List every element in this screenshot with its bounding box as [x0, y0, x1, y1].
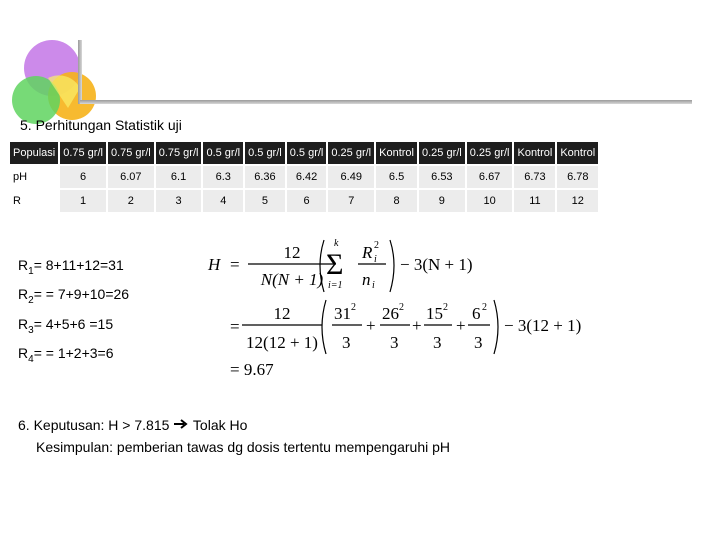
- table-cell: 6.5: [376, 166, 417, 188]
- formula-f1-den: 3: [342, 333, 351, 352]
- formula-f2-den: 3: [390, 333, 399, 352]
- table-cell: 8: [376, 190, 417, 212]
- formula-ri-sub: i: [374, 254, 377, 265]
- table-cell: 6: [60, 166, 106, 188]
- rank-sum-line: $R_1= 8+11+12=31$: [18, 257, 124, 277]
- table-cell: 1: [60, 190, 106, 212]
- table-cell: 6.78: [557, 166, 598, 188]
- svg-text:+: +: [456, 316, 466, 335]
- rank-table: [8, 140, 600, 214]
- table-cell: 4: [203, 190, 243, 212]
- svg-text:+: +: [366, 316, 376, 335]
- svg-text:2: 2: [482, 302, 487, 313]
- formula-result: = 9.67: [230, 360, 274, 379]
- formula-paren-right: [390, 240, 394, 292]
- table-header-cell: 0.5 gr/l: [203, 142, 243, 164]
- table-header-cell: 0.25 gr/l: [328, 142, 374, 164]
- formula-eq: =: [230, 255, 240, 274]
- table-cell: 3: [156, 190, 202, 212]
- table-header-cell: Populasi: [10, 142, 58, 164]
- table-header-cell: 0.75 gr/l: [156, 142, 202, 164]
- formula-f1-num: 31: [334, 304, 351, 323]
- table-cell: 11: [514, 190, 555, 212]
- table-row: [10, 190, 598, 212]
- formula-f3-num: 15: [426, 304, 443, 323]
- slide-logo: [8, 38, 108, 128]
- table-cell: 6.3: [203, 166, 243, 188]
- formula-sigma: Σ: [326, 248, 344, 281]
- formula-f4-num: 6: [472, 304, 481, 323]
- formula-f2-num: 26: [382, 304, 399, 323]
- title-rule-vertical: [78, 40, 82, 104]
- table-header-cell: 0.5 gr/l: [287, 142, 327, 164]
- table-header-cell: Kontrol: [376, 142, 417, 164]
- formula-line2-den: 12(12 + 1): [246, 333, 318, 352]
- formula-ri: R: [362, 243, 373, 262]
- table-header-cell: 0.75 gr/l: [60, 142, 106, 164]
- table-cell: 6.42: [287, 166, 327, 188]
- kruskal-wallis-formula: [206, 230, 586, 380]
- section-title: 5. Perhitungan Statistik uji: [20, 117, 182, 133]
- table-row-label: R: [10, 190, 58, 212]
- title-rule-horizontal: [80, 100, 692, 104]
- conclusion-line: Kesimpulan: pemberian tawas dg dosis tertentu mempengaruhi pH: [36, 439, 451, 455]
- table-cell: 6.67: [467, 166, 513, 188]
- table-cell: 2: [108, 190, 154, 212]
- rank-sum-line: $R_2= = 7+9+10=26$: [18, 286, 130, 307]
- table-cell: 7: [328, 190, 374, 212]
- table-cell: 10: [467, 190, 513, 212]
- formula-h: H: [208, 255, 221, 274]
- decision-suffix: Tolak Ho: [192, 417, 248, 433]
- table-cell: 12: [557, 190, 598, 212]
- table-cell: 6.07: [108, 166, 154, 188]
- svg-text:+: +: [412, 316, 422, 335]
- svg-text:2: 2: [443, 302, 448, 313]
- formula-twelve: 12: [283, 243, 301, 262]
- formula-sum-bottom: i=1: [328, 280, 343, 291]
- table-row-label: pH: [10, 166, 58, 188]
- formula-ri-sup: 2: [374, 240, 379, 251]
- rank-sum-line: $R_4= = 1+2+3=6$: [18, 344, 114, 365]
- table-row: [10, 166, 598, 188]
- decision-line: [18, 414, 450, 436]
- formula-twelve-2: 12: [273, 304, 291, 323]
- table-cell: 6.49: [328, 166, 374, 188]
- table-cell: 6: [287, 190, 327, 212]
- table-header-cell: Kontrol: [514, 142, 555, 164]
- table-header-cell: 0.75 gr/l: [108, 142, 154, 164]
- table-cell: 6.53: [419, 166, 465, 188]
- table-header-cell: 0.25 gr/l: [467, 142, 513, 164]
- table-header-row: [10, 142, 598, 164]
- formula-sum-top: k: [334, 238, 339, 249]
- formula-n-den: N(N + 1): [260, 270, 324, 289]
- rank-sums: [18, 254, 129, 371]
- svg-text:2: 2: [399, 302, 404, 313]
- table-cell: 6.73: [514, 166, 555, 188]
- formula-minus-term: − 3(N + 1): [400, 255, 473, 274]
- table-header-cell: 0.25 gr/l: [419, 142, 465, 164]
- formula-ni-sub: i: [372, 280, 375, 291]
- table-header-cell: Kontrol: [557, 142, 598, 164]
- table-cell: 5: [245, 190, 285, 212]
- rank-sum-line: $R_3= 4+5+6 =15$: [18, 315, 114, 336]
- table-header-cell: 0.5 gr/l: [245, 142, 285, 164]
- table-cell: 6.1: [156, 166, 202, 188]
- formula-line2-minus: − 3(12 + 1): [504, 316, 582, 335]
- svg-text:2: 2: [351, 302, 356, 313]
- formula-ni: n: [362, 270, 371, 289]
- arrow-right-icon: [173, 414, 189, 436]
- decision-prefix: 6. Keputusan: H > 7.815: [18, 417, 170, 433]
- formula-eq-2: =: [230, 317, 240, 336]
- table-cell: 6.36: [245, 166, 285, 188]
- decision-block: [18, 414, 450, 458]
- table-cell: 9: [419, 190, 465, 212]
- formula-f4-den: 3: [474, 333, 483, 352]
- formula-f3-den: 3: [433, 333, 442, 352]
